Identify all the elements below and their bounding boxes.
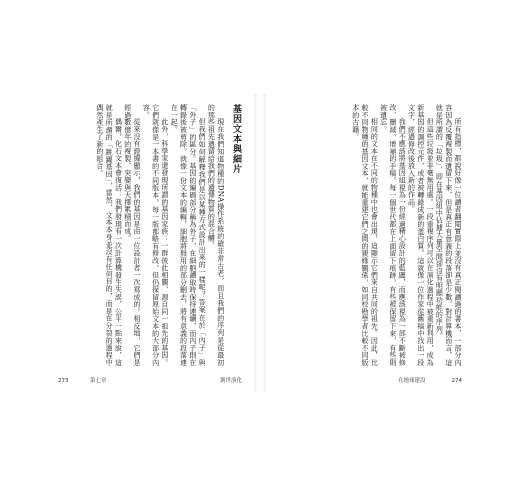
paragraph: 此外，科學家還發現所謂的基因家族：一群彼此相關、源自同一祖先的基因。它們就像是一本書的不同版本，每一版都略有修改，但仍保留原始文本的大部分內容。 <box>142 104 169 366</box>
section-heading: 基因文本與細片 <box>231 104 241 174</box>
paragraph: 所有指標，都說好像一位讀者翻閱實際上並沒有真正閱讀過的書本，一部分內容因為反覆複製而遺留下來，但是真正有意義的段落卻是少數。對計算機而言，這就是所謂的「垃圾」，即在基因組中佔據大量空間卻沒有明顯功能的序列。 <box>435 104 462 366</box>
footer-title: 創世演化 <box>219 378 242 384</box>
paragraph: 但這些垃圾並非毫無用處。一段重複序列可以在演化過程中被重新利用，成為新基因的調控元件，或者被轉錄成新的蛋白質。這就像一位作家從舊稿中找出一段文字，經過修改後放入新的作品。 <box>407 104 435 366</box>
book-spread <box>50 94 470 392</box>
paragraph: 相同的文本在不同的物種中也會出現，這顯示它們來自共同的祖先。因此，比較不同物種的基因文本，就能重建它們之間的親緣關係，如同校勘學者比較不同版本的古籍。 <box>351 104 379 366</box>
left-page-body <box>58 104 246 366</box>
left-page <box>50 94 254 392</box>
paragraph: 從來沒有證據顯示，我們的基因是由一位設計者一次寫成的。相反地，它們是經過數億年的複製、突變與天擇累積而成。 <box>123 104 142 366</box>
page-number: 274 <box>451 378 462 384</box>
footer-chapter: 第七章 <box>90 378 107 384</box>
book-gutter <box>254 94 266 392</box>
right-page <box>266 94 470 392</box>
right-page-body <box>274 104 462 366</box>
paragraph: 但我們如何解釋我們是以某種方式設計出來的一樣呢？答案在於「內子」與「外子」的區分。基因的編碼部分稱為外子，在細胞讀取時保持連續，而內子則在轉錄後被剪除。就像一份文本的編輯，細胞將無用的部分刪去，將有意義的段落連在一起。 <box>170 104 207 366</box>
paragraph: 現在我們知道物種的DNA操作系統的確非常古老，而且我們的序列是從最初的那些祖先遺留給我們的遺傳物質的混合體。 <box>207 104 225 366</box>
paragraph: 偶爾，化石文本會復活：我們發現有一次計算機發生失誤，公平一點來說，這就是所謂的「跳躍基因」，當然，文本本身並沒有任何目的，而是在分裂的過程中偶然產生了新的組合。 <box>95 104 123 366</box>
page-number: 273 <box>58 378 69 384</box>
paragraph: 我們不應該將基因組視為一份經過精心設計的藍圖，而應該視為一部不斷被修改、刪減、增補的手稿。每一個世代都在上面留下痕跡，有些被保留下來，有些則被遺忘。 <box>379 104 407 366</box>
footer-title: 在地球建設 <box>398 378 426 384</box>
